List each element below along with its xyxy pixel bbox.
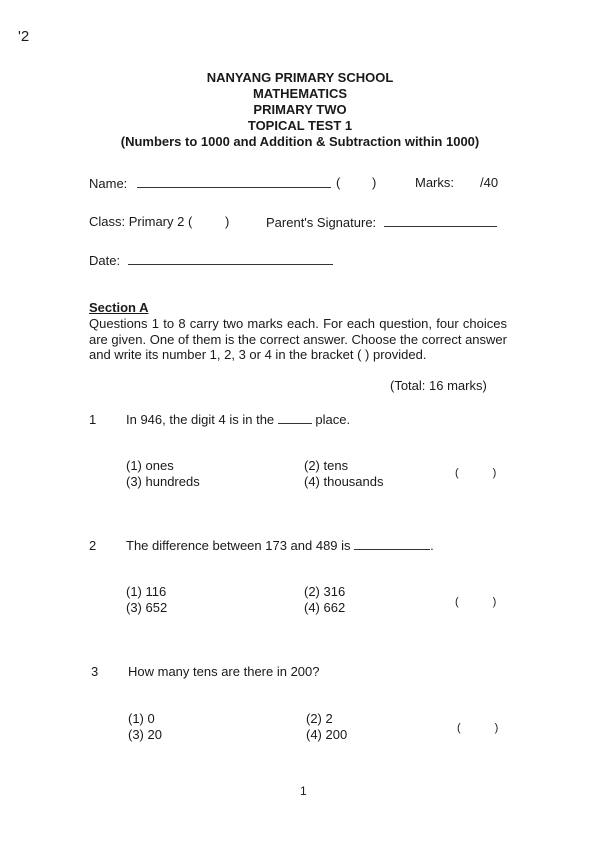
answer-blank	[278, 413, 312, 424]
marks-label: Marks:	[415, 175, 454, 190]
level-title: PRIMARY TWO	[253, 102, 347, 117]
parent-signature-row	[266, 214, 497, 230]
class-bracket-close: )	[225, 214, 230, 229]
answer-blank	[354, 538, 430, 550]
option: (1) ones	[126, 458, 174, 473]
name-label: Name:	[89, 176, 128, 191]
option: (4) 662	[304, 600, 346, 615]
option: (2) 316	[304, 584, 346, 599]
question-number: 3	[91, 664, 99, 679]
option: (3) 652	[126, 600, 168, 615]
option: (3) hundreds	[126, 474, 200, 489]
answer-bracket-3[interactable]	[457, 722, 498, 734]
answer-bracket-2[interactable]	[455, 596, 496, 608]
option: (1) 0	[128, 711, 155, 726]
option: (1) 116	[126, 584, 167, 599]
question-number: 2	[89, 538, 97, 553]
answer-bracket-close: )	[494, 722, 499, 734]
answer-bracket-open: (	[457, 722, 461, 734]
name-bracket-close: )	[372, 175, 377, 190]
parent-signature-field[interactable]	[384, 214, 497, 227]
corner-mark: '2	[18, 28, 30, 45]
option: (4) thousands	[304, 474, 384, 489]
question-text-end: .	[430, 538, 434, 553]
section-instructions: Questions 1 to 8 carry two marks each. For each question, four choices are given. One of them is the correct answer. Choose the correct answer and write its number 1, 2, 3 or 4 in the bracket ( ) provided.	[89, 316, 507, 362]
class-row	[89, 214, 192, 229]
page-number: 1	[300, 784, 307, 798]
answer-bracket-close: )	[492, 467, 497, 479]
marks-total: /40	[480, 175, 499, 190]
question-1	[89, 412, 350, 427]
subject-title: MATHEMATICS	[252, 86, 348, 101]
test-title: TOPICAL TEST 1	[247, 118, 353, 133]
school-name: NANYANG PRIMARY SCHOOL	[206, 70, 394, 85]
answer-bracket-open: (	[455, 596, 459, 608]
question-text: In 946, the digit 4 is in the	[126, 412, 275, 427]
answer-bracket-1[interactable]	[455, 467, 496, 479]
section-title: Section A	[89, 300, 149, 315]
name-row	[89, 175, 331, 191]
answer-bracket-close: )	[492, 596, 497, 608]
name-field[interactable]	[137, 175, 331, 188]
parent-signature-label: Parent's Signature:	[266, 215, 377, 230]
section-total: (Total: 16 marks)	[390, 378, 487, 393]
option: (2) tens	[304, 458, 349, 473]
date-field[interactable]	[128, 252, 333, 265]
answer-bracket-open: (	[455, 467, 459, 479]
question-text: How many tens are there in 200?	[128, 664, 320, 679]
question-number: 1	[89, 412, 97, 427]
option: (2) 2	[306, 711, 333, 726]
class-label: Class: Primary 2 (	[89, 214, 193, 229]
date-row	[89, 252, 333, 268]
topic-title: (Numbers to 1000 and Addition & Subtraction within 1000)	[120, 134, 480, 149]
question-text: The difference between 173 and 489 is	[126, 538, 351, 553]
question-2	[89, 538, 434, 553]
option: (3) 20	[128, 727, 162, 742]
question-text-end: place.	[315, 412, 351, 427]
document-header	[0, 70, 600, 150]
name-bracket-open: (	[336, 175, 341, 190]
question-3	[91, 664, 320, 679]
date-label: Date:	[89, 253, 121, 268]
option: (4) 200	[306, 727, 348, 742]
